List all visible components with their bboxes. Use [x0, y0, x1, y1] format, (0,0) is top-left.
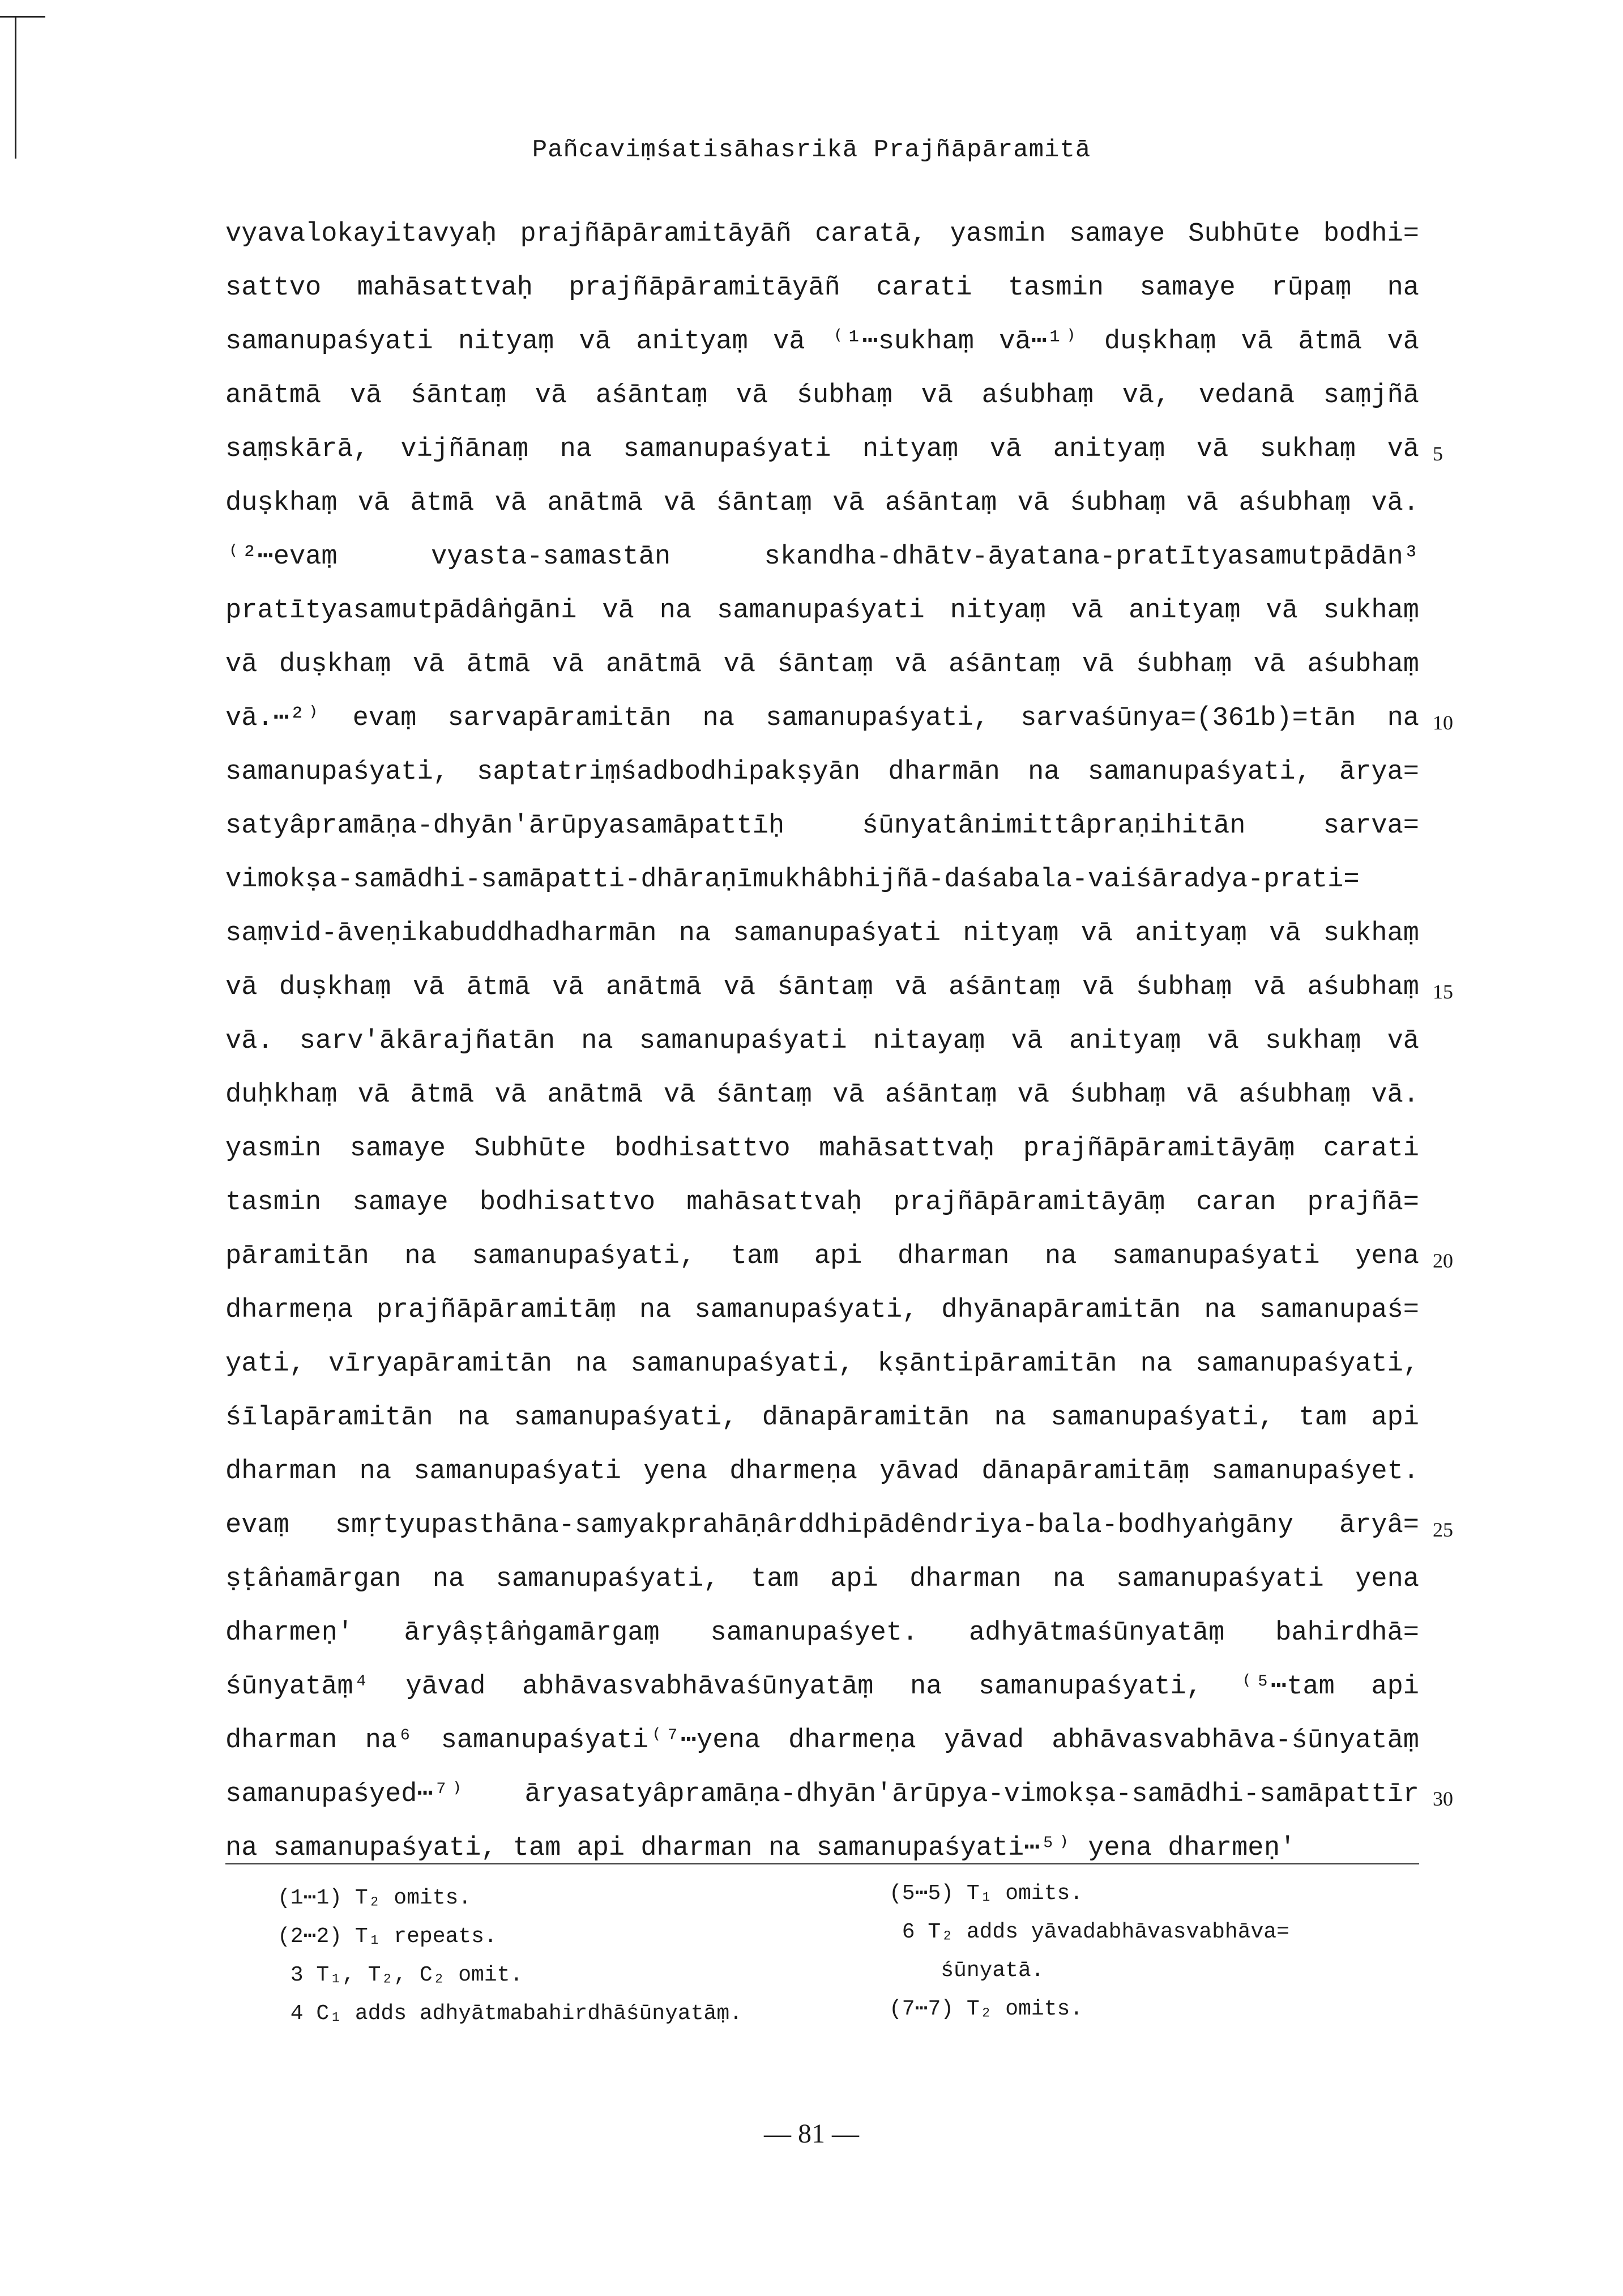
text-line: [225, 1821, 1419, 1875]
footnotes-left-column: [277, 1879, 844, 2033]
line-number: 20: [1433, 1249, 1453, 1272]
text-line-content: samanupaśyati nityaṃ vā anityaṃ vā ⁽¹⋯sukhaṃ vā⋯¹⁾ duṣkhaṃ vā ātmā vā: [225, 327, 1419, 357]
text-line-content: saṃskārā, vijñānaṃ na samanupaśyati nityaṃ vā anityaṃ vā sukhaṃ vā: [225, 434, 1419, 464]
line-number: 10: [1433, 711, 1453, 734]
footnote: 4 C₁ adds adhyātmabahirdhāśūnyatāṃ.: [277, 2001, 742, 2026]
text-line-content: na samanupaśyati, tam api dharman na samanupaśyati⋯⁵⁾ yena dharmeṇ': [225, 1833, 1296, 1863]
text-line-content: yasmin samaye Subhūte bodhisattvo mahāsattvaḥ prajñāpāramitāyāṃ carati: [225, 1134, 1419, 1164]
text-line-content: tasmin samaye bodhisattvo mahāsattvaḥ prajñāpāramitāyāṃ caran prajñā=: [225, 1188, 1419, 1218]
text-line-content: satyâpramāṇa-dhyān'ārūpyasamāpattīḥ śūnyatânimittâpraṇihitān sarva=: [225, 811, 1419, 841]
text-line: [225, 584, 1419, 638]
text-line: [225, 315, 1419, 369]
text-line-content: vā. sarv'ākārajñatān na samanupaśyati nitayaṃ vā anityaṃ vā sukhaṃ vā: [225, 1026, 1419, 1056]
text-line: [225, 1337, 1419, 1391]
text-line: [225, 261, 1419, 315]
text-line: [225, 1068, 1419, 1122]
text-line: [225, 1014, 1419, 1068]
text-line-content: samanupaśyed⋯⁷⁾ āryasatyâpramāṇa-dhyān'ārūpya-vimokṣa-samādhi-samāpattīr: [225, 1779, 1419, 1810]
text-line: [225, 799, 1419, 853]
text-line-content: saṃvid-āveṇikabuddhadharmān na samanupaśyati nityaṃ vā anityaṃ vā sukhaṃ: [225, 919, 1419, 949]
footnote-divider: [225, 1863, 1419, 1864]
main-text-block: [225, 207, 1453, 1875]
line-number: 30: [1433, 1787, 1453, 1810]
footnote: 3 T₁, T₂, C₂ omit.: [277, 1963, 523, 1987]
text-line-content: pāramitān na samanupaśyati, tam api dharman na samanupaśyati yena: [225, 1241, 1419, 1271]
text-line: [225, 1552, 1419, 1606]
text-line: [225, 907, 1419, 961]
text-line-content: vā duṣkhaṃ vā ātmā vā anātmā vā śāntaṃ vā aśāntaṃ vā śubhaṃ vā aśubhaṃ: [225, 972, 1419, 1002]
text-line: [225, 369, 1419, 423]
text-line: [225, 1283, 1419, 1337]
text-line-content: duṣkhaṃ vā ātmā vā anātmā vā śāntaṃ vā aśāntaṃ vā śubhaṃ vā aśubhaṃ vā.: [225, 488, 1419, 518]
text-line: [225, 1391, 1419, 1445]
footnote: śūnyatā.: [889, 1958, 1044, 1983]
text-line: [225, 961, 1453, 1014]
text-line-content: sattvo mahāsattvaḥ prajñāpāramitāyāñ carati tasmin samaye rūpaṃ na: [225, 273, 1419, 303]
text-line-content: vā.⋯²⁾ evaṃ sarvapāramitān na samanupaśyati, sarvaśūnya=(361b)=tān na: [225, 703, 1419, 733]
text-line: [225, 1122, 1419, 1176]
line-number: 15: [1433, 980, 1453, 1003]
text-line: [225, 1499, 1453, 1552]
text-line-content: dharmeṇ' āryâṣṭâṅgamārgaṃ samanupaśyet. adhyātmaśūnyatāṃ bahirdhā=: [225, 1618, 1419, 1648]
text-line: [225, 853, 1419, 907]
text-line-content: yati, vīryapāramitān na samanupaśyati, kṣāntipāramitān na samanupaśyati,: [225, 1349, 1419, 1379]
text-line-content: dharmeṇa prajñāpāramitāṃ na samanupaśyati, dhyānapāramitān na samanupaś=: [225, 1295, 1419, 1325]
text-line-content: śīlapāramitān na samanupaśyati, dānapāramitān na samanupaśyati, tam api: [225, 1403, 1419, 1433]
text-line: [225, 1660, 1419, 1714]
text-line-content: dharman na⁶ samanupaśyati⁽⁷⋯yena dharmeṇa yāvad abhāvasvabhāva-śūnyatāṃ: [225, 1726, 1419, 1756]
text-line: [225, 423, 1443, 476]
footnote: (2⋯2) T₁ repeats.: [277, 1924, 497, 1949]
text-line-content: vyavalokayitavyaḥ prajñāpāramitāyāñ caratā, yasmin samaye Subhūte bodhi=: [225, 219, 1419, 249]
text-line-content: dharman na samanupaśyati yena dharmeṇa yāvad dānapāramitāṃ samanupaśyet.: [225, 1457, 1419, 1487]
text-line: [225, 692, 1453, 745]
footnote: (5⋯5) T₁ omits.: [889, 1881, 1083, 1906]
text-line: [225, 1230, 1453, 1283]
line-number: 25: [1433, 1518, 1453, 1541]
text-line: [225, 1768, 1453, 1821]
text-line: [225, 1445, 1419, 1499]
text-line: [225, 638, 1419, 692]
text-line-content: evaṃ smṛtyupasthāna-samyakprahāṇârddhipādêndriya-bala-bodhyaṅgāny āryâ=: [225, 1510, 1419, 1540]
text-line: [225, 1176, 1419, 1230]
running-header: Pañcaviṃśatisāhasrikā Prajñāpāramitā: [532, 136, 1091, 164]
footnote: (1⋯1) T₂ omits.: [277, 1886, 472, 1910]
text-line: [225, 476, 1419, 530]
text-line-content: pratītyasamutpādâṅgāni vā na samanupaśyati nityaṃ vā anityaṃ vā sukhaṃ: [225, 596, 1419, 626]
text-line-content: ṣṭâṅamārgan na samanupaśyati, tam api dharman na samanupaśyati yena: [225, 1564, 1419, 1594]
footnote: 6 T₂ adds yāvadabhāvasvabhāva=: [889, 1920, 1289, 1944]
text-line-content: anātmā vā śāntaṃ vā aśāntaṃ vā śubhaṃ vā aśubhaṃ vā, vedanā saṃjñā: [225, 381, 1419, 411]
text-line-content: vā duṣkhaṃ vā ātmā vā anātmā vā śāntaṃ vā aśāntaṃ vā śubhaṃ vā aśubhaṃ: [225, 650, 1419, 680]
text-line: [225, 1606, 1419, 1660]
line-number: 5: [1433, 442, 1443, 465]
scan-edge-mark: [0, 16, 45, 18]
text-line-content: samanupaśyati, saptatriṃśadbodhipakṣyān dharmān na samanupaśyati, ārya=: [225, 757, 1419, 787]
text-line-content: vimokṣa-samādhi-samāpatti-dhāraṇīmukhâbhijñā-daśabala-vaiśāradya-prati=: [225, 865, 1360, 895]
text-line: [225, 207, 1419, 261]
text-line-content: śūnyatāṃ⁴ yāvad abhāvasvabhāvaśūnyatāṃ na samanupaśyati, ⁽⁵⋯tam api: [225, 1672, 1419, 1702]
footnote: (7⋯7) T₂ omits.: [889, 1997, 1083, 2021]
page-number: — 81 —: [764, 2119, 859, 2149]
footnotes-right-column: [889, 1875, 1399, 2029]
text-line: [225, 530, 1419, 584]
text-line-content: ⁽²⋯evaṃ vyasta-samastān skandha-dhātv-āyatana-pratītyasamutpādān³: [225, 542, 1419, 572]
text-line: [225, 1714, 1419, 1768]
text-line-content: duḥkhaṃ vā ātmā vā anātmā vā śāntaṃ vā aśāntaṃ vā śubhaṃ vā aśubhaṃ vā.: [225, 1080, 1419, 1110]
text-line: [225, 745, 1419, 799]
